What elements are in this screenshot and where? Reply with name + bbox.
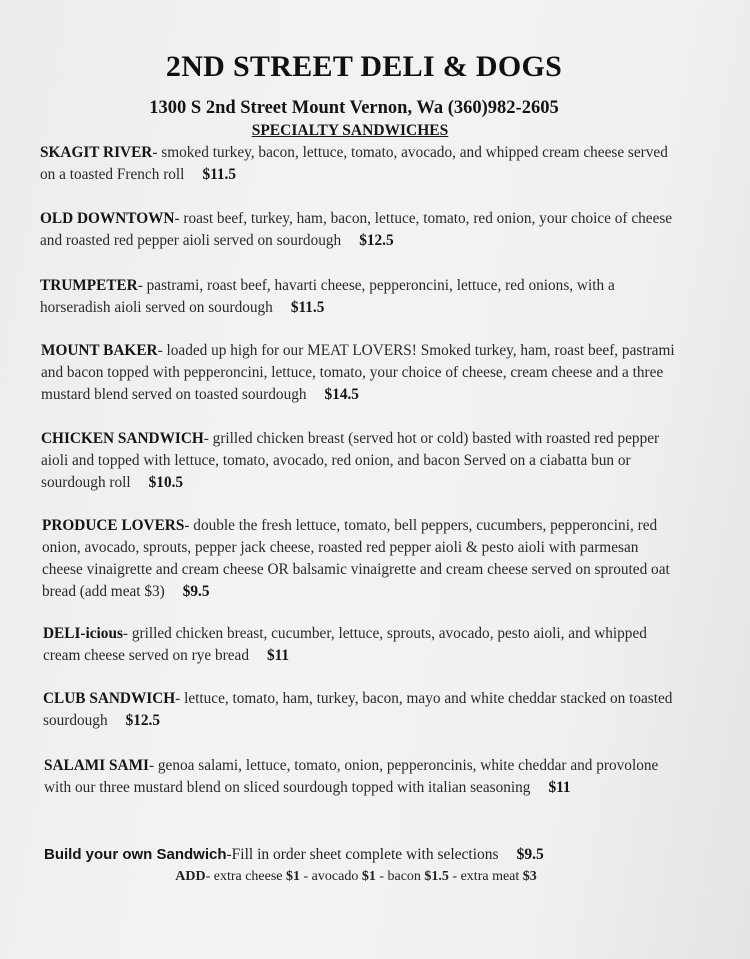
deli-address: 1300 S 2nd Street Mount Vernon, Wa (360)982-2605 xyxy=(149,98,559,118)
item-name: DELI-icious xyxy=(43,625,123,642)
menu-item-salami-sami xyxy=(44,755,676,799)
item-description: - double the fresh lettuce, tomato, bell peppers, cucumbers, pepperoncini, red onion, avocado, sprouts, pepper jack cheese, roasted red pepper aioli & pesto aioli with parmesan cheese vinaigrette and cream cheese OR balsamic vinaigrette and cream cheese served on sprouted oat bread (add meat $3) xyxy=(42,517,670,600)
addon-price: $1.5 xyxy=(424,869,449,884)
item-description: - smoked turkey, bacon, lettuce, tomato, avocado, and whipped cream cheese served on a toasted French roll xyxy=(40,144,668,183)
item-description: - grilled chicken breast, cucumber, lettuce, sprouts, avocado, pesto aioli, and whipped cream cheese served on rye bread xyxy=(43,625,647,664)
addon-price: $1 xyxy=(286,869,301,884)
item-name: CLUB SANDWICH xyxy=(43,690,176,707)
item-description: - genoa salami, lettuce, tomato, onion, pepperoncinis, white cheddar and provolone with our three mustard blend on sliced sourdough topped with italian seasoning xyxy=(44,757,659,796)
item-price: $12.5 xyxy=(359,232,394,249)
item-price: $11.5 xyxy=(202,166,237,183)
build-your-own-item xyxy=(44,844,724,866)
item-description: - loaded up high for our MEAT LOVERS! Smoked turkey, ham, roast beef, pastrami and bacon topped with pepperoncini, lettuce, tomato, your choice of cheese, cream cheese and a three mustard blend served on toasted sourdough xyxy=(41,342,675,403)
menu-item-deli-icious xyxy=(43,623,675,667)
item-price: $14.5 xyxy=(324,386,359,403)
addon-price: $1 xyxy=(361,869,376,884)
menu-item-skagit-river xyxy=(40,142,675,186)
addon-price: $3 xyxy=(522,869,537,884)
item-price: $9.5 xyxy=(182,583,210,600)
item-name: Build your own Sandwich xyxy=(44,846,227,863)
item-price: $12.5 xyxy=(125,712,161,729)
item-price: $11 xyxy=(548,779,571,796)
item-description: -Fill in order sheet complete with selections xyxy=(226,846,499,863)
section-heading: SPECIALTY SANDWICHES xyxy=(251,122,449,139)
add-ons-line xyxy=(0,869,712,885)
item-name: SKAGIT RIVER xyxy=(40,144,153,161)
item-name: SALAMI SAMI xyxy=(44,757,149,774)
menu-item-old-downtown xyxy=(40,208,675,252)
item-description: - roast beef, turkey, ham, bacon, lettuce, tomato, red onion, your choice of cheese and roasted red pepper aioli served on sourdough xyxy=(40,210,673,249)
item-description: - grilled chicken breast (served hot or cold) basted with roasted red pepper aioli and topped with lettuce, tomato, avocado, red onion, and bacon Served on a ciabatta bun or sourdough roll xyxy=(41,430,660,491)
item-name: TRUMPETER xyxy=(40,277,138,294)
menu-item-trumpeter xyxy=(40,275,675,319)
menu-item-chicken-sandwich xyxy=(41,428,671,494)
item-name: CHICKEN SANDWICH xyxy=(41,430,204,447)
add-ons-label: ADD xyxy=(175,869,206,884)
item-price: $9.5 xyxy=(516,846,544,863)
item-price: $10.5 xyxy=(148,474,184,491)
item-name: MOUNT BAKER xyxy=(41,342,158,359)
addon-avocado: - avocado xyxy=(300,869,362,884)
item-name: OLD DOWNTOWN xyxy=(40,210,175,227)
menu-item-mount-baker xyxy=(41,340,676,406)
menu-item-produce-lovers xyxy=(42,515,674,603)
item-description: - lettuce, tomato, ham, turkey, bacon, mayo and white cheddar stacked on toasted sourdough xyxy=(43,690,673,729)
item-description: - pastrami, roast beef, havarti cheese, pepperoncini, lettuce, red onions, with a horseradish aioli served on sourdough xyxy=(40,277,615,316)
addon-extra-cheese: - extra cheese xyxy=(205,869,287,884)
item-price: $11.5 xyxy=(290,299,325,316)
addon-extra-meat: - extra meat xyxy=(448,869,523,884)
menu-title: 2ND STREET DELI & DOGS xyxy=(165,50,563,83)
addon-bacon: - bacon xyxy=(375,869,425,884)
item-name: PRODUCE LOVERS xyxy=(42,517,185,534)
menu-item-club-sandwich xyxy=(43,688,675,732)
item-price: $11 xyxy=(266,647,290,664)
